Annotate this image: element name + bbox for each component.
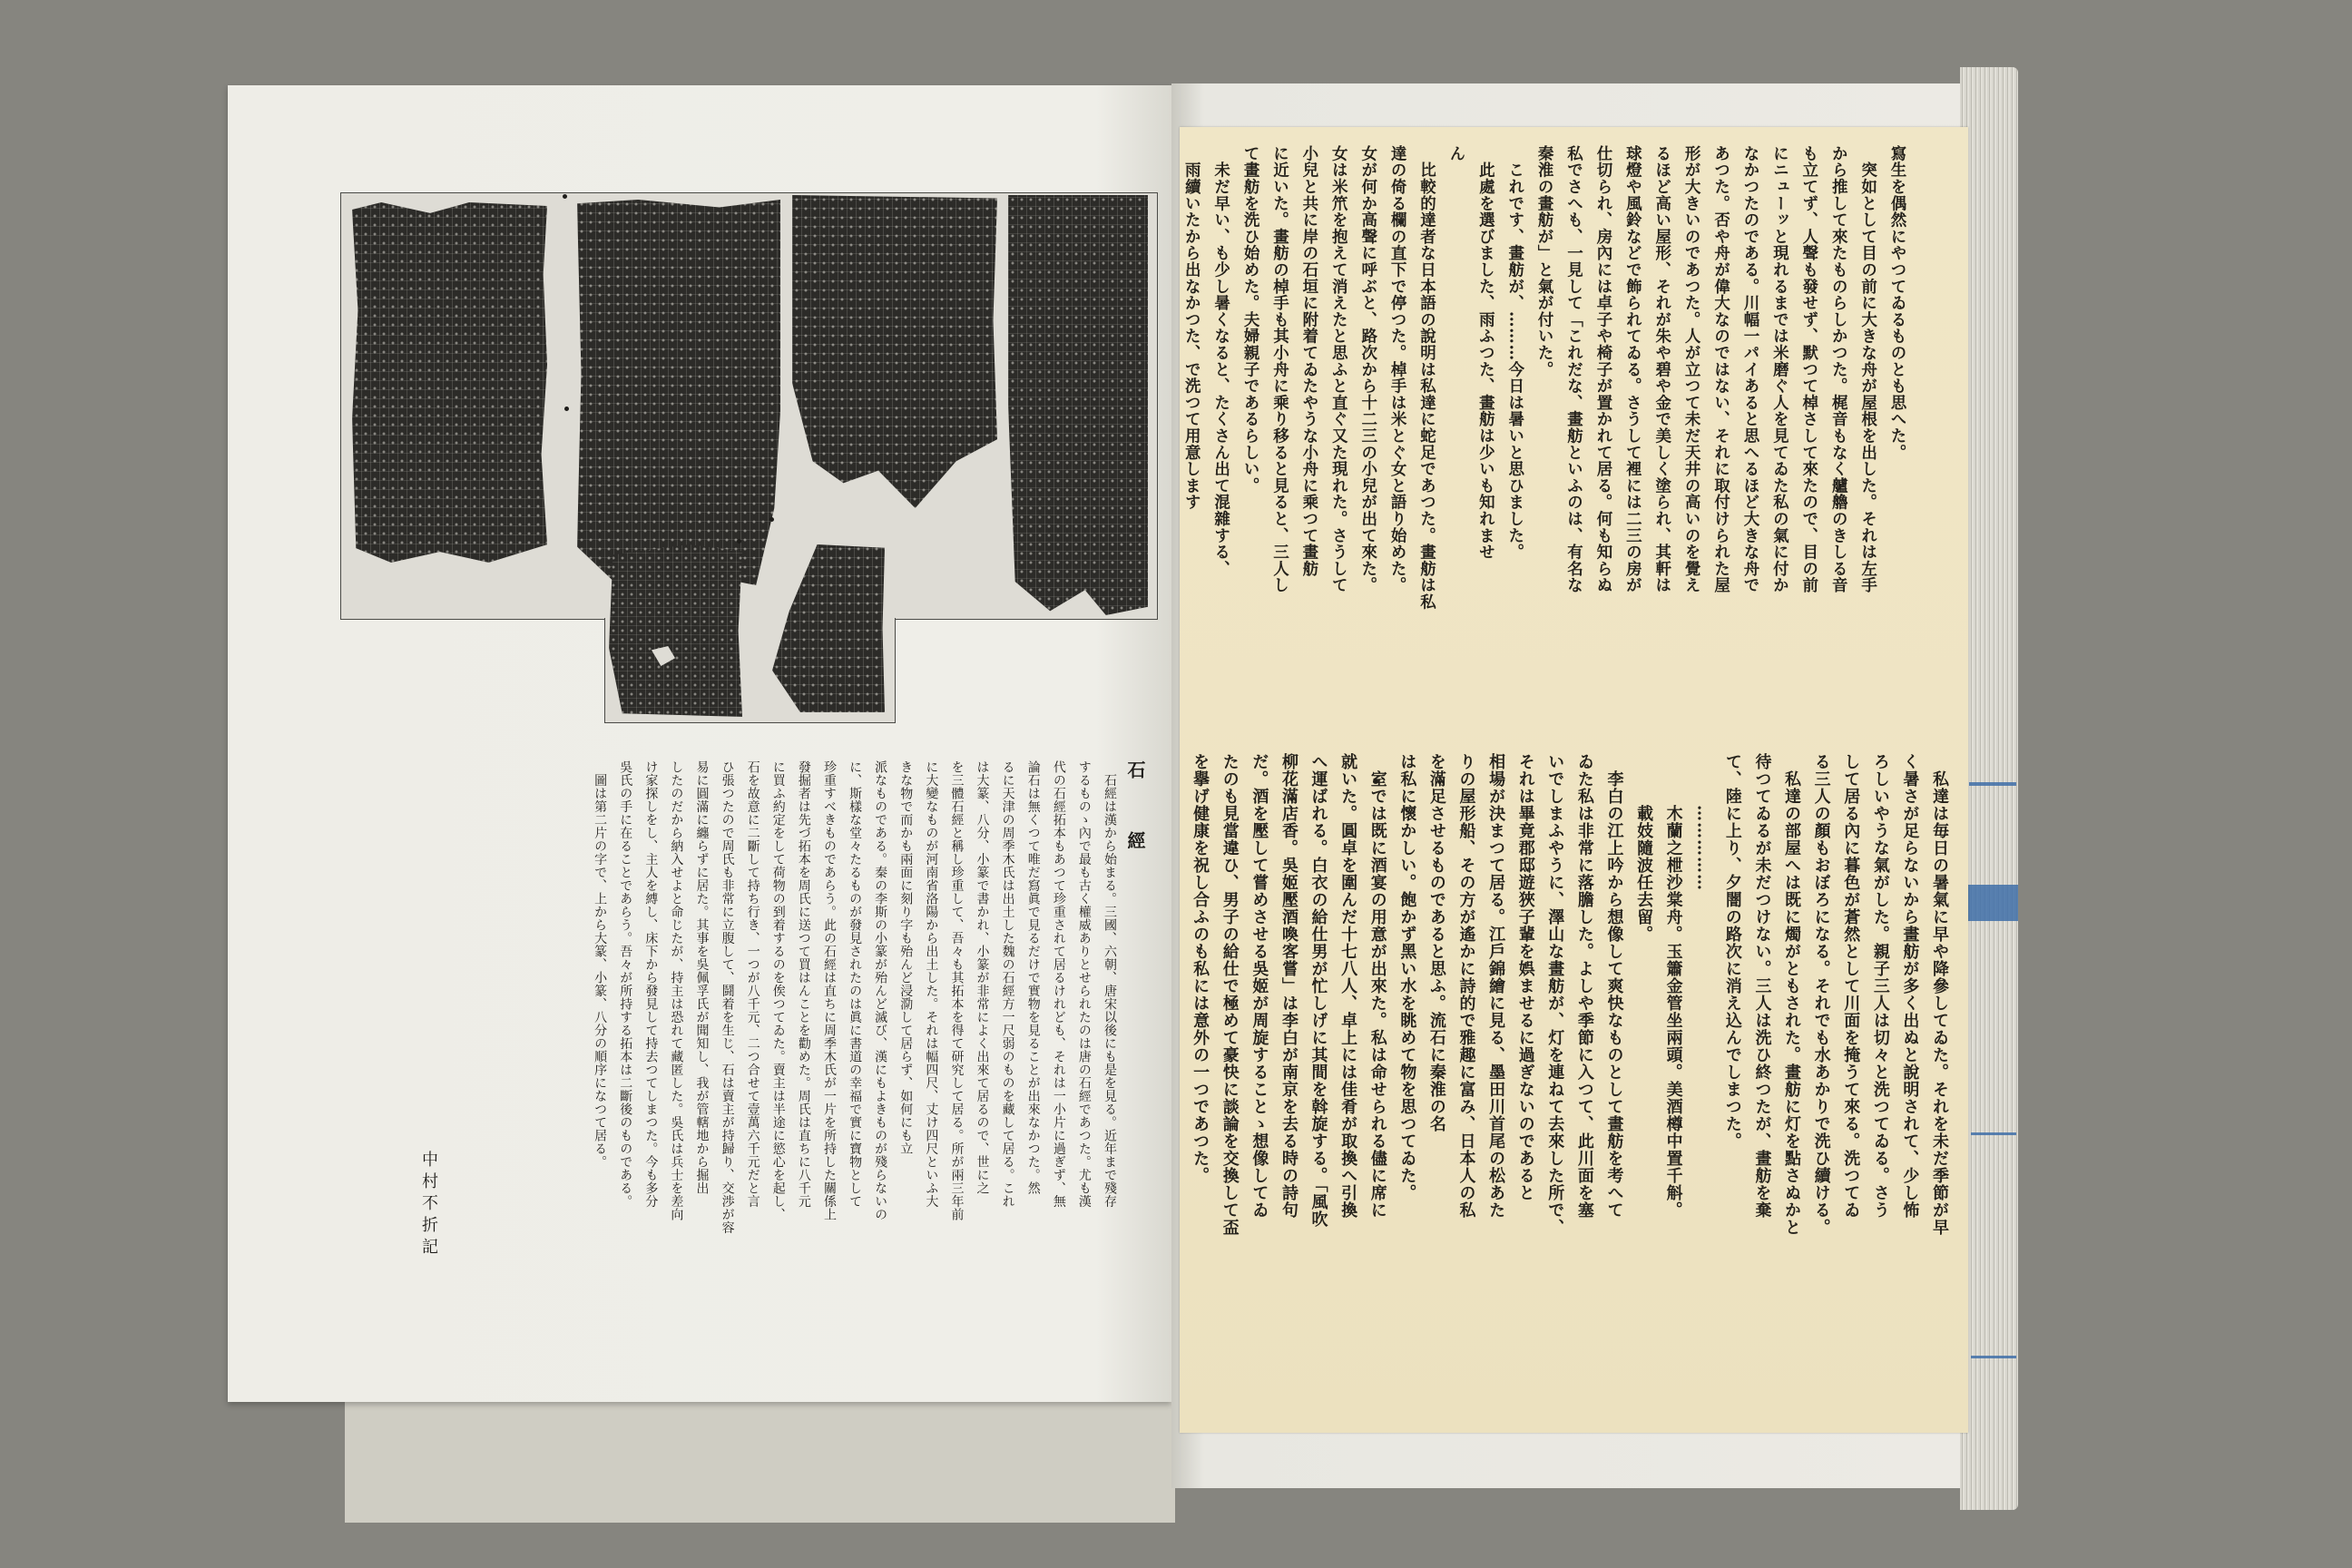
clipping-lower-column: は私に懷かしい。飽かず黑い水を眺めて物を思つてゐた。 [1397, 753, 1417, 1201]
clipping-upper-column: なかつたのである。川幅一パイあると思へるほど大きな舟で [1740, 145, 1759, 594]
essay-byline: 中村不折記 [419, 1151, 438, 1259]
clipping-upper-column: 未だ早い、も少し暑くなると、たくさん出て混雜する、 [1211, 145, 1230, 577]
clipping-upper-column: 突如として目の前に大きな舟が屋根を出した。それは左手 [1858, 145, 1877, 594]
clipping-upper-text [1177, 145, 1912, 635]
page-edge-stack [1960, 67, 2018, 1510]
clipping-lower-column: を滿足させるものであると思ふ。流石に秦淮の名 [1426, 753, 1446, 1132]
clipping-upper-column: ん [1446, 145, 1465, 162]
clipping-upper-column: 女が何か高聲に呼ぶと、路次から十二三の小兒が出て來た。 [1358, 145, 1377, 594]
clipping-upper-column: 仕切られ、房內には卓子や椅子が置かれて居る。何も知らぬ [1593, 145, 1612, 594]
essay-text-column: 發掘者は先づ拓本を周氏に送つて買はんことを勸めた。周氏は直ちに八千元 [796, 760, 811, 1208]
clipping-lower-column: 待つてゐるが未だつけない。三人は洗ひ終つたが、畫舫を棄 [1752, 753, 1772, 1219]
essay-text-column: は大篆、八分、小篆で書かれ、小篆が非常によく出來て居るので、世に之 [975, 760, 990, 1195]
essay-text-column: に大變なものが河南省洛陽から出土した。それは幅四尺、丈け四尺といふ大 [924, 760, 939, 1208]
figure-dot [564, 407, 569, 411]
clipping-upper-column: 秦淮の畫舫が」と氣が付いた。 [1535, 145, 1554, 378]
clipping-lower-column: て、陸に上り、夕闇の路次に消え込んでしまつた。 [1722, 753, 1742, 1150]
clipping-lower-column: 私達は毎日の暑氣に早や降參してゐた。それを未だ季節が早 [1930, 753, 1949, 1236]
clipping-lower-column: 李白の江上吟から想像して爽快なものとして畫舫を考へて [1604, 753, 1624, 1219]
clipping-lower-column: …………… [1693, 753, 1713, 891]
rubbing-fragment [1008, 195, 1148, 615]
essay-text-column: 論石は無くつて唯だ寫眞で見るだけで實物を見ることが出來なかつた。然 [1025, 760, 1041, 1195]
clipping-lower-column: ろしいやうな氣がした。親子三人は切々と洗つてゐる。さう [1870, 753, 1890, 1219]
essay-text-column: 派なものである。秦の李斯の小篆が殆んど滅び、漢にもよきものが殘らないの [873, 760, 888, 1221]
clipping-lower-column: 室では既に酒宴の用意が出來た。私は命せられる儘に席に [1367, 753, 1387, 1219]
clipping-upper-column: 小兒と共に岸の石垣に附着てゐたやうな小舟に乘つて畫舫 [1299, 145, 1318, 577]
essay-text-column: け家探しをし、主人を縛し、床下から發見して持去つてしまつた。今も多分 [643, 760, 659, 1208]
clipping-upper-column: 比較的達者な日本語の說明は私達に蛇足であつた。畫舫は私 [1417, 145, 1436, 611]
essay-text-column: ひ張つたので周氏も非常に立腹して、鬪着を生じ、石は賣主が持歸り、交渉が容 [720, 760, 735, 1234]
rubbing-fragment [352, 202, 547, 563]
essay-text-column: 易に圓滿に纏らずに居た。其事を吳佩孚氏が聞知し、我が管轄地から掘出 [694, 760, 710, 1195]
clipping-upper-column: 雨續いたから出なかつた、で洗つて用意します [1182, 145, 1201, 511]
clipping-lower-column: へ運ばれる。白衣の給仕男が忙しげに其間を斡旋する。「風吹 [1308, 753, 1328, 1228]
essay-text-column: を三體石經と稱し珍重して、吾々も其拓本を得て研究して居る。所が兩三年前 [949, 760, 965, 1221]
clipping-lower-column: 相場が決まつて居る。江戶錦繪に見る、墨田川首尾の松あた [1486, 753, 1506, 1219]
essay-body [587, 760, 1122, 1269]
essay-text-column: 石經は漢から始まる。三國、六朝、唐宋以後にも是を見る。近年まで殘存 [1102, 760, 1117, 1208]
essay-text-column: したのだから納入せよと命じたが、持主は恐れて藏匿した。吳氏は兵士を差向 [669, 760, 684, 1221]
clipping-upper-column: 球燈や風鈴などで飾られてゐる。さうして裡には二三の房が [1623, 145, 1642, 594]
essay-title: 石 經 [1124, 760, 1146, 867]
clipping-upper-column: 女は米笊を抱えて消えたと思ふと直ぐ又た現れた。さうして [1329, 145, 1348, 594]
figure-dot [769, 517, 774, 522]
essay-text-column: するものゝ內で最も古く權威ありとせられたのは唐の石經であつた。尤も漢 [1076, 760, 1092, 1208]
clipping-upper-column: 寫生を偶然にやつてゐるものとも思へた。 [1888, 145, 1906, 461]
rubbing-fragment [577, 200, 780, 585]
essay-text-column: るに天津の周季木氏は出土した魏の石經方一尺弱のものを藏して居る。これ [1000, 760, 1015, 1208]
figure-dot [563, 194, 567, 199]
clipping-lower-column: を擧げ健康を祝し合ふのも私には意外の一つであつた。 [1191, 753, 1210, 1184]
essay-text-column: に買ふ約定をして荷物の到着するのを俟つてゐた。賣主は半途に慾心を起し、 [770, 760, 786, 1221]
clipping-lower-column: たのも見當違ひ、男子の給仕で極めて豪快に談論を交換して盃 [1220, 753, 1240, 1236]
clipping-upper-column: 私でさへも、一見して「これだな、畫舫といふのは、有名な [1564, 145, 1583, 594]
clipping-lower-column: く暑さが足らないから畫舫が多く出ぬと說明されて、少し怖 [1900, 753, 1920, 1219]
clipping-lower-column: る三人の顏もおぼろになる。それでも水あかりで洗ひ續ける。 [1811, 753, 1831, 1236]
clipping-lower-column: 載妓隨波任去留。 [1634, 753, 1654, 943]
clipping-upper-column: 達の倚る欄の直下で停つた。棹手は米とぐ女と語り始めた。 [1388, 145, 1407, 594]
page-edge-blue-mark [1967, 885, 2018, 921]
essay-text-column: 石を故意に二斷して持ち行き、一つが八千元、二つ合せて壹萬六千元だと言 [745, 760, 760, 1208]
clipping-lower-column: ゐた私は非常に落膽した。よしや季節に入つて、此川面を塞 [1574, 753, 1594, 1219]
clipping-lower-column: りの屋形船、その方が遙かに詩的で雅趣に富み、日本人の私 [1456, 753, 1476, 1219]
clipping-upper-column: にニューッと現れるまでは米磨ぐ人を見てゐた私の氣に付か [1770, 145, 1789, 594]
rubbing-fragment [609, 544, 742, 717]
clipping-lower-column: 私達の部屋へは既に燭がともされた。畫舫に灯を點さぬかと [1782, 753, 1802, 1236]
clipping-upper-column: から推して來たものらしかつた。梶音もなく艫艪のきしる音 [1829, 145, 1848, 594]
clipping-lower-text [1184, 753, 1954, 1266]
clipping-upper-column: 此處を選びました、雨ふつた、畫舫は少いも知れませ [1476, 145, 1495, 561]
page-edge-blue-mark [1971, 1132, 2016, 1135]
essay-text-column: きな物で而かも兩面に刻り字も殆んど浸泐して居らず、如何にも立 [898, 760, 914, 1155]
clipping-lower-column: それは畢竟郡邸遊狹子輩を娯ませるに過ぎないのであると [1515, 753, 1535, 1201]
clipping-upper-column: これです、畫舫が、………今日は暑いと思ひました。 [1505, 145, 1524, 561]
essay-text-column: に、斯樣な堂々たるものが發見されたのは眞に書道の幸福で實に寶物として [848, 760, 863, 1208]
clipping-upper-column: 形が大きいのであつた。人が立つて未だ天井の高いのを覺え [1682, 145, 1701, 594]
clipping-upper-column: て畫舫を洗ひ始めた。夫婦親子であるらしい。 [1241, 145, 1260, 495]
clipping-upper-column: るほど高い屋形、それが朱や碧や金で美しく塗られ、其軒は [1652, 145, 1671, 594]
figure-dot [737, 539, 741, 544]
essay-text-column: 代の石經拓本もあつて珍重されて居るけれども、それは一小片に過ぎず、無 [1051, 760, 1066, 1208]
clipping-lower-column: 柳花滿店香。吳姬壓酒喚客嘗」は李白が南京を去る時の詩句 [1279, 753, 1298, 1219]
essay-text-column: 珍重すべきものであらう。此の石經は直ちに周季木氏が一片を所持した關係上 [821, 760, 837, 1221]
essay-text-column: 吳氏の手に在ることであらう。吾々が所持する拓本は二斷後のものである。 [618, 760, 633, 1208]
clipping-upper-column: に近いた。畫舫の棹手も其小舟に乘り移ると見ると、三人し [1270, 145, 1289, 594]
clipping-upper-column: も立てず、人聲も發せず、默つて棹さして來たので、目の前 [1799, 145, 1818, 594]
clipping-lower-column: だ。酒を壓して嘗めさせる吳姬が周旋することゝ想像してゐ [1250, 753, 1269, 1219]
clipping-lower-column: 就いた。圓卓を圍んだ十七八人、卓上には佳肴が取換へ引換 [1338, 753, 1358, 1219]
essay-text-column: 圖は第二片の字で、上から大篆、小篆、八分の順序になつて居る。 [593, 760, 608, 1169]
clipping-upper-column: あつた。否や舟が偉大なのではない、それに取付けられた屋 [1711, 145, 1730, 594]
clipping-lower-column: して居る內に暮色が蒼然として川面を掩うて來る。洗つてゐ [1841, 753, 1861, 1219]
page-edge-blue-mark [1969, 782, 2016, 786]
clipping-lower-column: いでしまふやうに、澤山な畫舫が、灯を連ねて去來した所で、 [1545, 753, 1565, 1236]
clipping-lower-column: 木蘭之枻沙棠舟。玉簫金管坐兩頭。美酒樽中置千斛。 [1663, 753, 1683, 1219]
page-edge-blue-mark [1971, 1356, 2016, 1358]
